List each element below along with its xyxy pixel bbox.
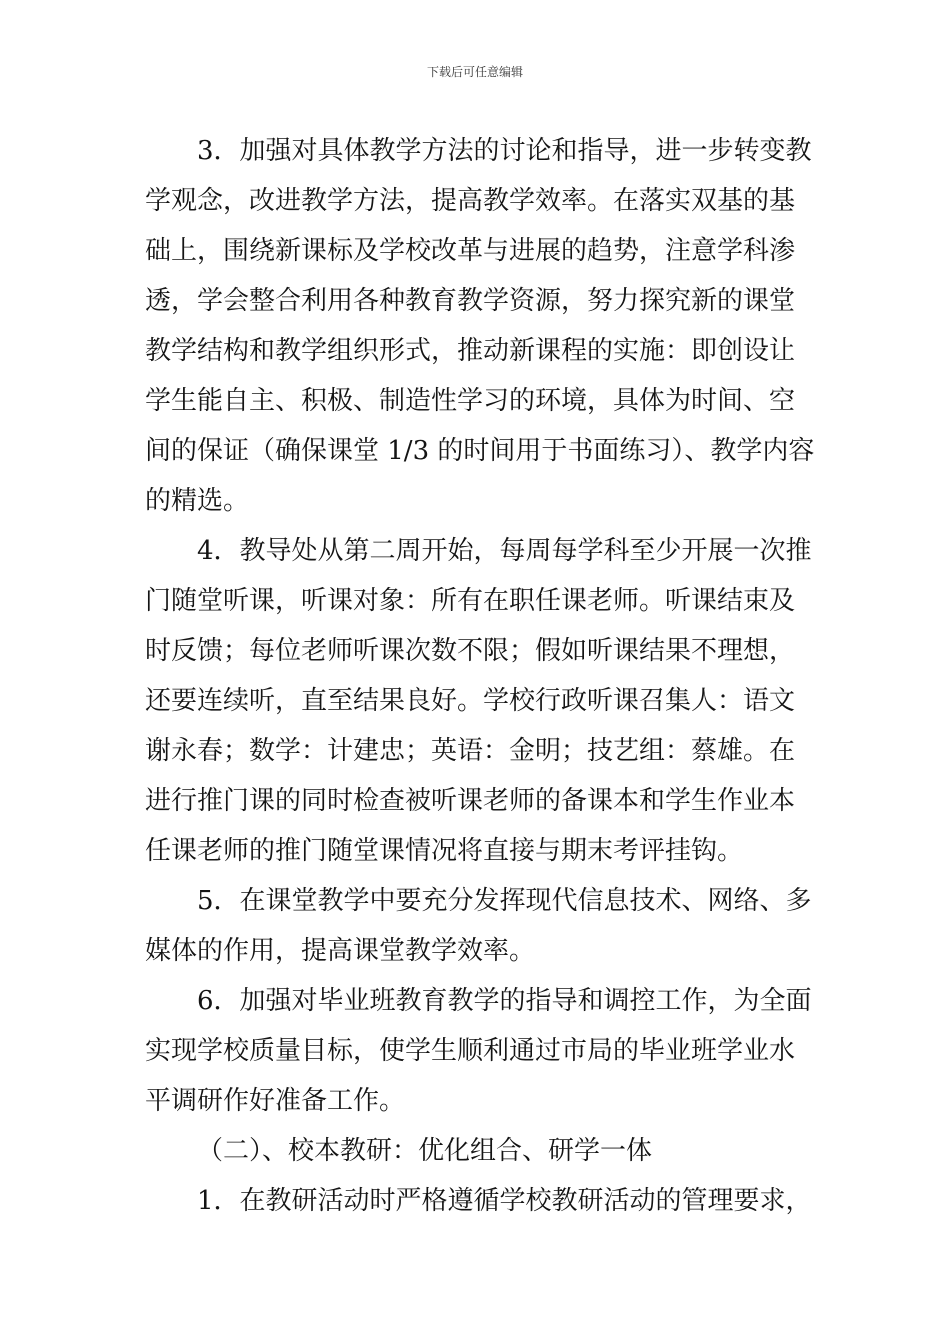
text-line: 学观念，改进教学方法，提高教学效率。在落实双基的基 — [145, 186, 796, 216]
text-line: 3．加强对具体教学方法的讨论和指导，进一步转变教 — [197, 136, 812, 166]
text-line: 门随堂听课，听课对象：所有在职任课老师。听课结束及 — [145, 586, 796, 616]
section-heading: （二）、校本教研：优化组合、研学一体 — [197, 1136, 653, 1166]
text-line: 4．教导处从第二周开始，每周每学科至少开展一次推 — [197, 536, 812, 566]
page-header: 下载后可任意编辑 — [426, 65, 523, 79]
text-line: 谢永春；数学：计建忠；英语：金明；技艺组：蔡雄。在 — [145, 736, 796, 766]
text-line: 媒体的作用，提高课堂教学效率。 — [145, 936, 536, 966]
text-line: 学生能自主、积极、制造性学习的环境，具体为时间、空 — [145, 386, 796, 416]
text-line: 平调研作好准备工作。 — [145, 1086, 406, 1116]
text-line: 间的保证（确保课堂 1/3 的时间用于书面练习）、教学内容 — [145, 436, 815, 466]
text-line: 进行推门课的同时检查被听课老师的备课本和学生作业本 — [145, 786, 796, 816]
text-line: 透，学会整合利用各种教育教学资源，努力探究新的课堂 — [145, 286, 796, 316]
text-line: 的精选。 — [145, 486, 250, 516]
text-line: 教学结构和教学组织形式，推动新课程的实施：即创设让 — [145, 336, 796, 366]
text-line: 础上，围绕新课标及学校改革与进展的趋势，注意学科渗 — [145, 236, 796, 266]
text-line: 5．在课堂教学中要充分发挥现代信息技术、网络、多 — [197, 886, 812, 916]
text-line: 任课老师的推门随堂课情况将直接与期末考评挂钩。 — [145, 836, 744, 866]
text-line: 1．在教研活动时严格遵循学校教研活动的管理要求， — [197, 1186, 812, 1216]
text-line: 时反馈；每位老师听课次数不限；假如听课结果不理想， — [145, 636, 796, 666]
text-line: 实现学校质量目标，使学生顺利通过市局的毕业班学业水 — [145, 1036, 796, 1066]
text-line: 还要连续听，直至结果良好。学校行政听课召集人：语文 — [145, 686, 796, 716]
text-line: 6．加强对毕业班教育教学的指导和调控工作，为全面 — [197, 986, 812, 1016]
